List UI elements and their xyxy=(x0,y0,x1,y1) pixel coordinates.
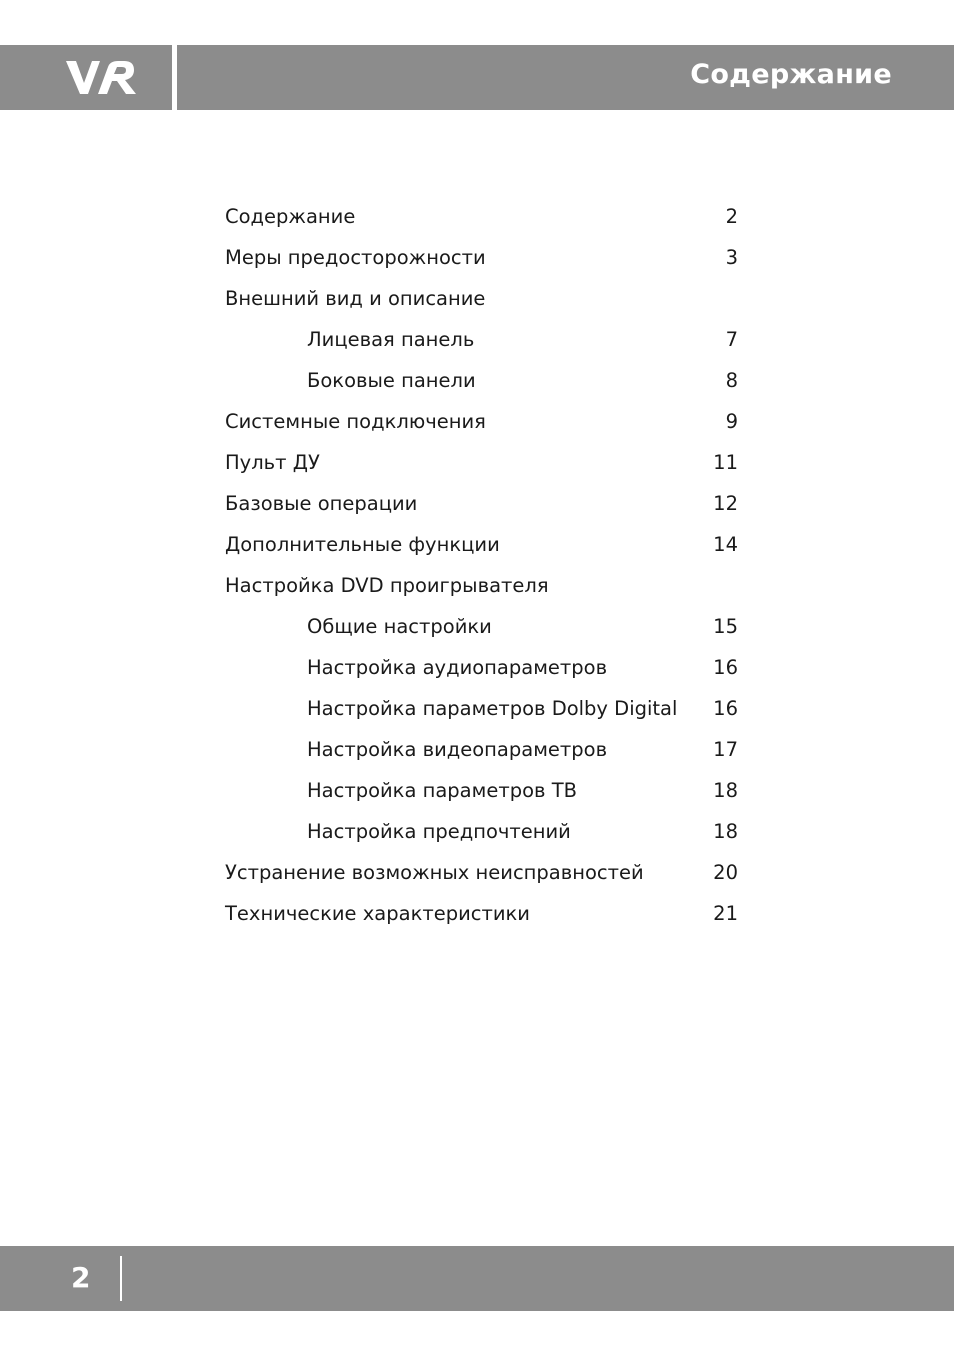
toc-entry-label: Дополнительные функции xyxy=(225,533,500,556)
toc-page-number: 14 xyxy=(713,533,738,556)
toc-entry xyxy=(225,325,738,355)
toc-entry-label: Базовые операции xyxy=(225,492,418,515)
toc-entry-label: Настройка DVD проигрывателя xyxy=(225,574,549,597)
page-number: 2 xyxy=(71,1261,91,1294)
toc-subentry-label: Лицевая панель xyxy=(307,328,475,351)
toc-page-number: 7 xyxy=(725,328,738,351)
toc-entry xyxy=(225,899,738,929)
toc-entry xyxy=(225,776,738,806)
toc-page-number: 3 xyxy=(725,246,738,269)
toc-entry-label: Технические характеристики xyxy=(225,902,530,925)
toc-subentry-label: Настройка аудиопараметров xyxy=(307,656,608,679)
toc-entry-label: Системные подключения xyxy=(225,410,486,433)
toc-entry xyxy=(225,735,738,765)
toc-entry-label: Внешний вид и описание xyxy=(225,287,486,310)
toc-page-number: 11 xyxy=(713,451,738,474)
toc-page-number: 8 xyxy=(725,369,738,392)
toc-page-number: 18 xyxy=(713,820,738,843)
toc-entry xyxy=(225,694,738,724)
toc-page-number: 18 xyxy=(713,779,738,802)
toc-subentry-label: Общие настройки xyxy=(307,615,492,638)
toc-entry xyxy=(225,284,738,314)
toc-page-number: 16 xyxy=(713,656,738,679)
toc-page-number: 9 xyxy=(725,410,738,433)
toc-entry xyxy=(225,858,738,888)
toc-page-number: 21 xyxy=(713,902,738,925)
toc-entry xyxy=(225,817,738,847)
page-title: Содержание xyxy=(690,59,892,90)
toc-entry xyxy=(225,489,738,519)
toc-entry xyxy=(225,407,738,437)
toc-page-number: 15 xyxy=(713,615,738,638)
toc-entry xyxy=(225,530,738,560)
toc-entry xyxy=(225,202,738,232)
toc-subentry-label: Настройка параметров Dolby Digital xyxy=(307,697,678,720)
toc-subentry-label: Настройка предпочтений xyxy=(307,820,571,843)
toc-entry xyxy=(225,612,738,642)
toc-page-number: 16 xyxy=(713,697,738,720)
toc-entry-label: Меры предосторожности xyxy=(225,246,486,269)
footer-divider xyxy=(120,1256,122,1301)
toc-entry xyxy=(225,571,738,601)
toc-page-number: 12 xyxy=(713,492,738,515)
toc-subentry-label: Боковые панели xyxy=(307,369,476,392)
toc-entry xyxy=(225,653,738,683)
toc-subentry-label: Настройка видеопараметров xyxy=(307,738,608,761)
toc-entry xyxy=(225,243,738,273)
toc-page-number: 17 xyxy=(713,738,738,761)
toc-entry xyxy=(225,366,738,396)
toc-entry-label: Пульт ДУ xyxy=(225,451,320,474)
toc-subentry-label: Настройка параметров ТВ xyxy=(307,779,577,802)
toc-page-number: 20 xyxy=(713,861,738,884)
toc-page-number: 2 xyxy=(725,205,738,228)
page-footer xyxy=(0,1246,954,1311)
toc-entry-label: Содержание xyxy=(225,205,356,228)
toc-entry-label: Устранение возможных неисправностей xyxy=(225,861,644,884)
toc-entry xyxy=(225,448,738,478)
